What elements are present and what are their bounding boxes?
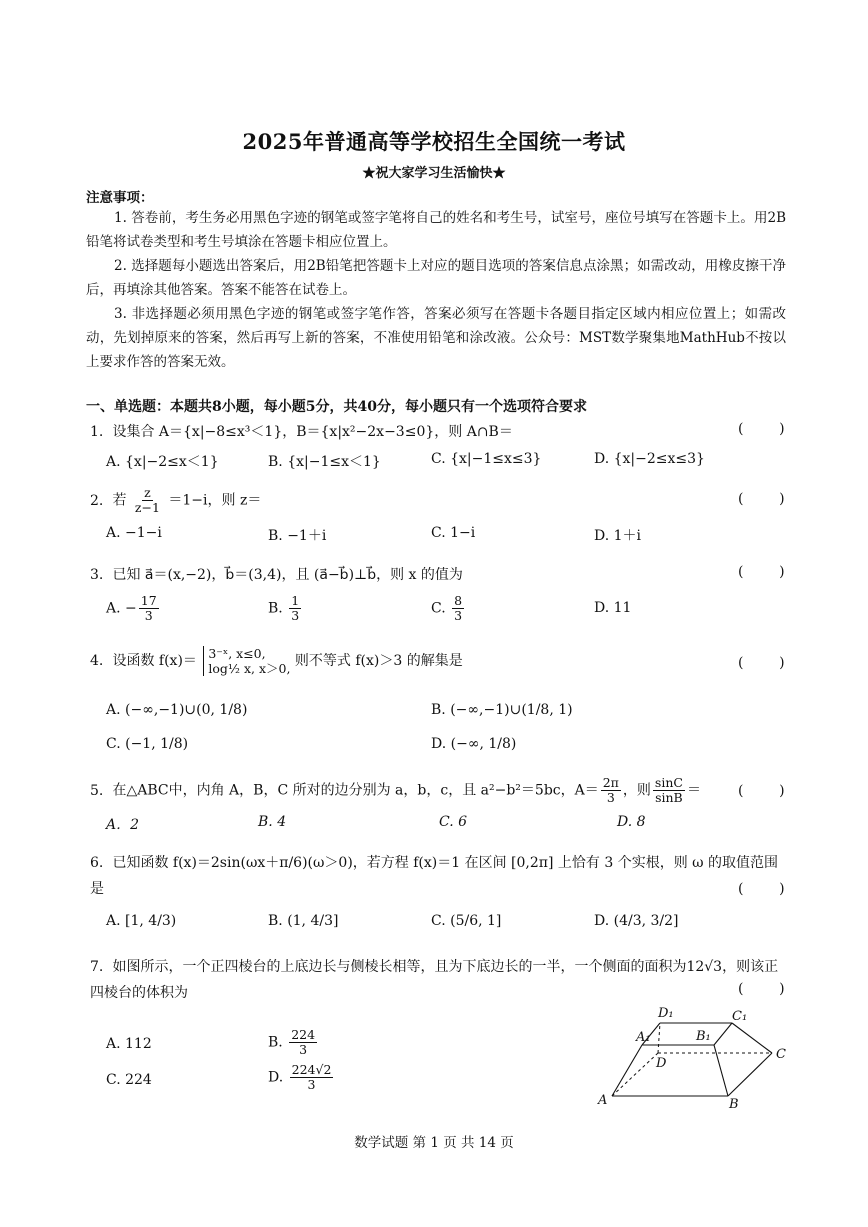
exam-title: 2025年普通高等学校招生全国统一考试 (242, 129, 626, 154)
edge-DD1 (658, 1023, 660, 1053)
q3-option-c (431, 594, 466, 623)
q5-option-a: A．2 (106, 817, 140, 833)
q3-option-d: D. 11 (594, 600, 632, 616)
q4-option-a: A. (−∞,−1)∪(0, 1/8) (106, 702, 248, 718)
question-stem: 如图所示，一个正四棱台的上底边长与侧棱长相等，且为下底边长的一半，一个侧面的面积为12√3，则该正四棱台的体积为 (90, 959, 779, 1001)
q2-option-b: B. −1＋i (268, 528, 327, 544)
note-item-3: 3. 非选择题必须用黑色字迹的钢笔或签字笔作答，答案必须写在答题卡各题目指定区域内相应位置上；如需改动，先划掉原来的答案，然后再写上新的答案，不准使用铅笔和涂改液。公众号：MST数学聚集地MathHub不按以上要求作答的答案无效。 (86, 306, 786, 370)
question-stem-prefix: 在△ABC中，内角 A，B，C 所对的边分别为 a，b，c，且 a²−b²＝5bc，A＝ (112, 782, 599, 799)
q4-option-d: D. (−∞, 1/8) (431, 736, 517, 752)
option-label: C. (431, 600, 446, 617)
fraction (289, 1028, 317, 1057)
question-3 (90, 564, 463, 584)
fraction (601, 776, 621, 805)
q7-option-a: A. 112 (106, 1036, 152, 1052)
fraction-numerator: 1 (291, 593, 300, 608)
fraction-numerator: sinC (654, 775, 683, 790)
question-number: 4. (90, 653, 104, 669)
q2-option-c: C. 1−i (431, 525, 476, 541)
q6-option-a: A. [1, 4/3) (106, 913, 177, 929)
question-stem: 已知 a⃗＝(x,−2)，b⃗＝(3,4)，且 (a⃗−b⃗)⊥b⃗，则 x 的值为 (112, 567, 463, 583)
answer-paren-3: ( ) (738, 564, 785, 580)
label-C1: C₁ (732, 1009, 748, 1024)
option-label: B. (268, 1034, 283, 1051)
question-stem: 设集合 A＝{x|−8≤x³＜1}，B＝{x|x²−2x−3≤0}，则 A∩B＝ (112, 424, 513, 440)
question-stem-suffix: 则不等式 f(x)＞3 的解集是 (294, 653, 463, 669)
label-A: A (598, 1093, 608, 1108)
answer-paren-6: ( ) (738, 881, 785, 897)
question-number: 3. (90, 567, 104, 583)
note-item-1: 1. 答卷前，考生务必用黑色字迹的钢笔或签字笔将自己的姓名和考生号，试室号，座位号填写在答题卡上。用2B铅笔将试卷类型和考生号填涂在答题卡相应位置上。 (86, 210, 786, 250)
question-number: 6. (90, 855, 104, 871)
fraction (290, 1063, 334, 1092)
q1-option-d: D. {x|−2≤x≤3} (594, 451, 705, 467)
question-number: 1. (90, 424, 104, 440)
option-label: B. (268, 600, 283, 617)
fraction-denominator: z−1 (134, 500, 160, 515)
fraction-numerator: 2π (602, 775, 619, 790)
fraction-numerator: 17 (140, 593, 157, 608)
edge-AD (612, 1053, 658, 1096)
question-stem-suffix: ＝1−i，则 z＝ (168, 492, 262, 509)
q1-option-b: B. {x|−1≤x＜1} (268, 454, 381, 470)
fraction (289, 594, 301, 623)
question-number: 7. (90, 959, 104, 975)
q2-option-a: A. −1−i (106, 525, 162, 541)
question-6 (90, 850, 785, 902)
option-label: A. − (106, 600, 137, 617)
label-D: D (656, 1056, 667, 1071)
answer-paren-5: ( ) (738, 783, 785, 799)
answer-paren-2: ( ) (738, 491, 785, 507)
option-label: D. (268, 1069, 284, 1086)
edge-CC1 (732, 1023, 772, 1053)
q6-option-c: C. (5/6, 1] (431, 913, 502, 929)
case-2: log½ x, x＞0, (208, 661, 291, 676)
question-4 (90, 646, 463, 676)
label-D1: D₁ (658, 1006, 674, 1021)
question-stem-prefix: 设函数 f(x)＝ (112, 653, 197, 669)
q1-option-a: A. {x|−2≤x＜1} (106, 454, 219, 470)
fraction-denominator: 3 (291, 608, 300, 623)
fraction (452, 594, 464, 623)
question-stem-suffix: ＝ (686, 782, 701, 799)
fraction (133, 486, 162, 515)
q6-option-d: D. (4/3, 3/2] (594, 913, 679, 929)
question-stem: 已知函数 f(x)＝2sin(ωx＋π/6)(ω＞0)，若方程 f(x)＝1 在区间 [0,2π] 上恰有 3 个实根，则 ω 的取值范围是 (90, 855, 779, 897)
label-C: C (776, 1047, 786, 1062)
case-1: 3⁻ˣ, x≤0, (208, 646, 266, 661)
answer-paren-7: ( ) (738, 981, 785, 997)
fraction-denominator: 3 (454, 608, 463, 623)
q4-option-c: C. (−1, 1/8) (106, 736, 189, 752)
q2-option-d: D. 1＋i (594, 528, 642, 544)
question-1 (90, 421, 513, 441)
fraction-numerator: 8 (454, 593, 463, 608)
q5-option-b: B. 4 (258, 814, 287, 830)
label-B1: B₁ (696, 1029, 711, 1044)
q7-option-d (268, 1063, 335, 1092)
edge-B1C1 (714, 1023, 732, 1045)
page-footer: 数学试题 第 1 页 共 14 页 (354, 1135, 514, 1151)
q1-option-c: C. {x|−1≤x≤3} (431, 451, 542, 467)
edge-BC (728, 1053, 772, 1096)
q4-option-b: B. (−∞,−1)∪(1/8, 1) (431, 702, 573, 718)
q7-option-b (268, 1028, 319, 1057)
frustum-figure (592, 1000, 802, 1118)
fraction-denominator: 3 (606, 790, 615, 805)
section-heading: 一、单选题：本题共8小题，每小题5分，共40分，每小题只有一个选项符合要求 (86, 399, 587, 415)
answer-paren-1: ( ) (738, 421, 785, 437)
fraction-numerator: 224√2 (291, 1062, 332, 1077)
q6-option-b: B. (1, 4/3] (268, 913, 339, 929)
q5-option-c: C. 6 (439, 814, 468, 830)
question-7 (90, 954, 785, 1006)
fraction-numerator: z (144, 485, 151, 500)
question-stem-mid: ，则 (622, 782, 651, 799)
exam-subtitle: ★祝大家学习生活愉快★ (362, 166, 506, 181)
q7-option-c: C. 224 (106, 1072, 152, 1088)
answer-paren-4: ( ) (738, 655, 785, 671)
question-5 (90, 776, 701, 805)
label-B: B (729, 1097, 739, 1112)
edge-AA1 (612, 1045, 642, 1096)
question-2 (90, 486, 261, 515)
question-number: 5. (90, 782, 104, 799)
fraction-denominator: 3 (307, 1077, 316, 1092)
q3-option-b (268, 594, 303, 623)
fraction-denominator: 3 (299, 1042, 308, 1057)
fraction (653, 776, 685, 805)
fraction (139, 594, 159, 623)
fraction-denominator: sinB (655, 790, 683, 805)
question-stem-prefix: 若 (112, 492, 127, 509)
q5-option-d: D. 8 (617, 814, 646, 830)
notes-heading: 注意事项： (86, 190, 154, 206)
question-number: 2. (90, 492, 104, 509)
q3-option-a (106, 594, 161, 623)
label-A1: A₁ (636, 1030, 651, 1045)
piecewise-cases (203, 646, 290, 676)
note-item-2: 2. 选择题每小题选出答案后，用2B铅笔把答题卡上对应的题目选项的答案信息点涂黑；如需改动，用橡皮擦干净后，再填涂其他答案。答案不能答在试卷上。 (86, 258, 786, 298)
fraction-denominator: 3 (144, 608, 153, 623)
fraction-numerator: 224 (291, 1027, 316, 1042)
